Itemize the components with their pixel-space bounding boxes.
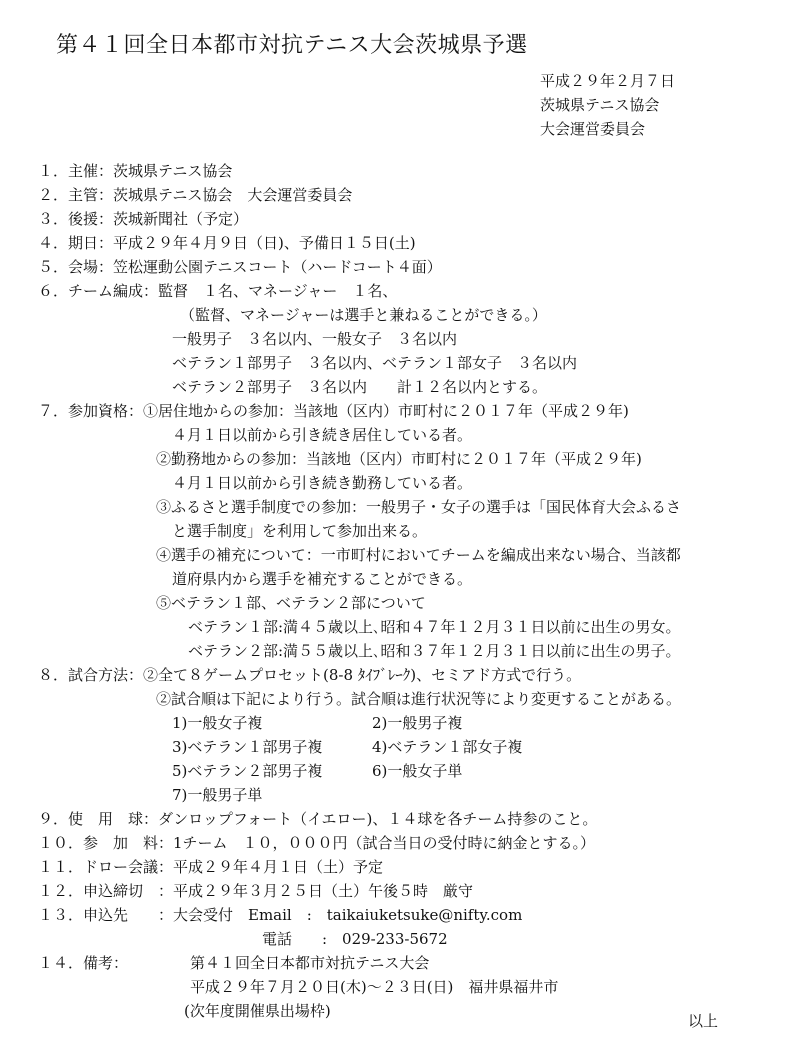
item-team-veteran2: ベテラン２部男子 ３名以内 計１２名以内とする。 [172, 378, 548, 396]
item-eligibility-veteran1: ベテラン１部:満４５歳以上､昭和４７年１２月３１日以前に出生の男女。 [188, 618, 681, 636]
match-order-5: 5)ベテラン２部男子複 [172, 762, 323, 780]
item-team: ６．チーム編成：監督 １名、マネージャー １名、 [38, 282, 398, 300]
issuer-committee: 大会運営委員会 [540, 120, 646, 138]
item-eligibility-hometown-cont: と選手制度」を利用して参加出来る。 [172, 522, 428, 540]
item-team-veteran1: ベテラン１部男子 ３名以内、ベテラン１部女子 ３名以内 [172, 354, 578, 372]
item-organizer: １．主催：茨城県テニス協会 [38, 162, 233, 180]
match-order-4: 4)ベテラン１部女子複 [372, 738, 523, 756]
item-eligibility-hometown: ③ふるさと選手制度での参加：一般男子・女子の選手は「国民体育大会ふるさ [156, 498, 682, 516]
item-team-general: 一般男子 ３名以内、一般女子 ３名以内 [172, 330, 458, 348]
item-eligibility-veteran2: ベテラン２部:満５５歳以上､昭和３７年１２月３１日以前に出生の男子。 [188, 642, 681, 660]
item-match-order: ②試合順は下記により行う。試合順は進行状況等により変更することがある。 [156, 690, 682, 708]
item-remarks-quota: (次年度開催県出場枠) [184, 1002, 331, 1020]
match-order-7: 7)一般男子単 [172, 786, 263, 804]
item-application: １３．申込先 ：大会受付 Email : taikaiuketsuke@nifty.com [38, 906, 523, 924]
match-order-2: 2)一般男子複 [372, 714, 463, 732]
closing-mark: 以上 [688, 1012, 719, 1030]
item-remarks: １４．備考： [38, 954, 129, 972]
item-fee: １０．参 加 料：1チーム １０，０００円（試合当日の受付時に納金とする。） [38, 834, 596, 852]
item-eligibility-veteran: ⑤ベテラン１部、ベテラン２部について [156, 594, 426, 612]
match-order-1: 1)一般女子複 [172, 714, 263, 732]
item-draw-meeting: １１．ドロー会議：平成２９年４月１日（土）予定 [38, 858, 384, 876]
item-team-note: （監督、マネージャーは選手と兼ねることができる。） [180, 306, 547, 324]
item-remarks-dates: 平成２９年７月２０日(木)～２３日(日) 福井県福井市 [190, 978, 559, 996]
item-balls: ９．使 用 球：ダンロップフォート（イエロー)、１４球を各チーム持参のこと。 [38, 810, 598, 828]
issuer-association: 茨城県テニス協会 [540, 96, 660, 114]
item-application-phone: 電話 : 029-233-5672 [262, 930, 448, 948]
item-dates: ４．期日：平成２９年４月９日（日)、予備日１５日(土) [38, 234, 416, 252]
item-venue: ５．会場：笠松運動公園テニスコート（ハードコート４面） [38, 258, 442, 276]
item-match-format: ８．試合方法：②全て８ゲームプロセット(8-8 ﾀｲﾌﾞﾚｰｸ)、セミアド方式で行う。 [38, 666, 582, 684]
item-eligibility: ７．参加資格：①居住地からの参加：当該地（区内）市町村に２０１７年（平成２９年) [38, 402, 629, 420]
item-remarks-event: 第４１回全日本都市対抗テニス大会 [190, 954, 430, 972]
item-deadline: １２．申込締切 ：平成２９年３月２５日（土）午後５時 厳守 [38, 882, 474, 900]
item-eligibility-work: ②勤務地からの参加：当該地（区内）市町村に２０１７年（平成２９年) [156, 450, 642, 468]
match-order-3: 3)ベテラン１部男子複 [172, 738, 323, 756]
item-management: ２．主管：茨城県テニス協会 大会運営委員会 [38, 186, 353, 204]
item-eligibility-supplement-cont: 道府県内から選手を補充することができる。 [172, 570, 473, 588]
item-eligibility-supplement: ④選手の補充について：一市町村においてチームを編成出来ない場合、当該都 [156, 546, 681, 564]
item-eligibility-residence-cont: ４月１日以前から引き続き居住している者。 [172, 426, 473, 444]
match-order-6: 6)一般女子単 [372, 762, 463, 780]
issue-date: 平成２９年２月７日 [540, 72, 676, 90]
document-title: 第４１回全日本都市対抗テニス大会茨城県予選 [56, 33, 528, 58]
item-support: ３．後援：茨城新聞社（予定） [38, 210, 249, 228]
item-eligibility-work-cont: ４月１日以前から引き続き勤務している者。 [172, 474, 473, 492]
